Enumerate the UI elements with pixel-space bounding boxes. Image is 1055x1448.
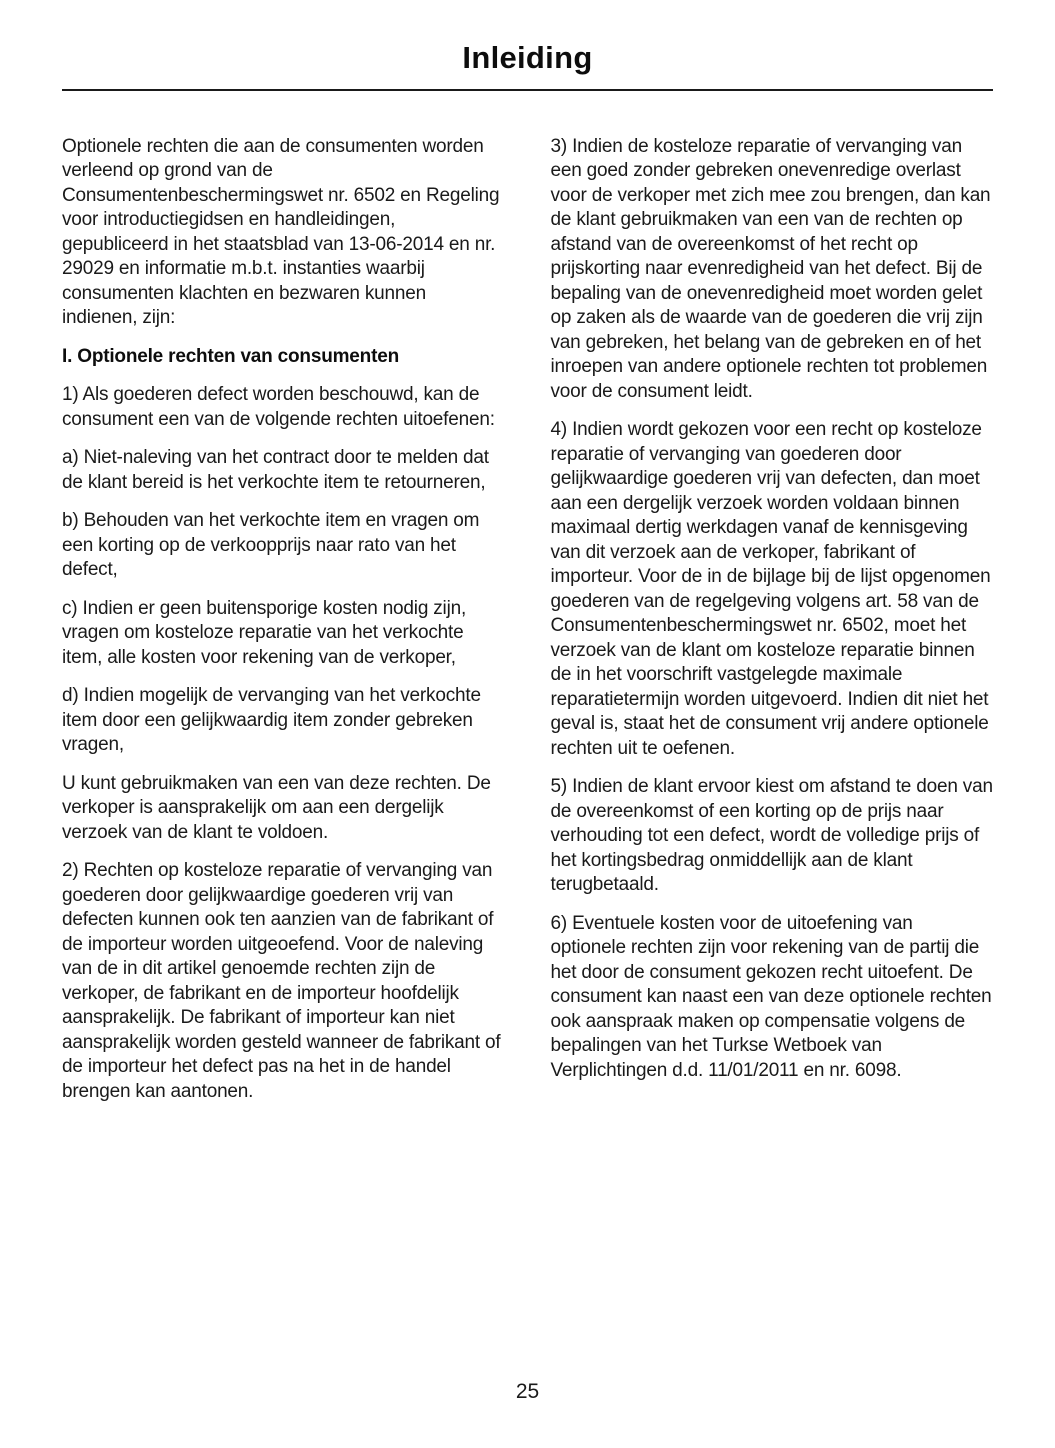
paragraph-item-3: 3) Indien de kosteloze reparatie of vervanging van een goed zonder gebreken onevenredige overlast voor de verkoper met zich mee zou brengen, dan kan de klant gebruikmaken van een van de rechten op afstand van de overeenkomst of het recht op prijskorting naar evenredigheid van het defect. Bij de bepaling van de onevenredigheid moet worden gelet op zaken als de waarde van de goederen die vrij zijn van gebreken, het belang van de gebreken en of het inroepen van andere optionele rechten tot problemen voor de consument leidt. xyxy=(550,135,991,402)
paragraph-item-4: 4) Indien wordt gekozen voor een recht op kosteloze reparatie of vervanging van goederen door gelijkwaardige goederen vrij van defecten, dan moet aan een dergelijk verzoek worden voldaan binnen maximaal dertig werkdagen vanaf de kennisgeving van dit verzoek aan de verkoper, fabrikant of importeur. Voor de in de bijlage bij de lijst opgenomen goederen van de regelgeving volgens art. 58 van de Consumentenbeschermingswet nr. 6502, moet het verzoek van de klant om kosteloze reparatie binnen de in het voorschrift vastgelegde maximale reparatietermijn worden uitgevoerd. Indien dit niet het geval is, staat het de consument vrij andere optionele rechten uit te oefenen. xyxy=(550,419,991,759)
paragraph-item-6: 6) Eventuele kosten voor de uitoefening van optionele rechten zijn voor rekening van de partij die het door de consument gekozen recht uitoefent. De consument kan naast een van deze optionele rechten ook aanspraak maken op compensatie volgens de bepalingen van het Turkse Wetboek van Verplichtingen d.d. 11/01/2011 en nr. 6098. xyxy=(550,912,992,1081)
section-heading: I. Optionele rechten van consumenten xyxy=(62,345,399,367)
paragraph-item-a: a) Niet-naleving van het contract door te melden dat de klant bereid is het verkochte item te retourneren, xyxy=(62,447,489,493)
page-footer xyxy=(62,1380,993,1448)
page-number: 25 xyxy=(515,1380,540,1403)
paragraph-item-1: 1) Als goederen defect worden beschouwd, kan de consument een van de volgende rechten uitoefenen: xyxy=(62,384,495,430)
content-columns xyxy=(62,91,993,1380)
paragraph-item-2: 2) Rechten op kosteloze reparatie of vervanging van goederen door gelijkwaardige goederen vrij van defecten kunnen ook ten aanzien van de fabrikant of de importeur worden uitgeoefend. Voor de naleving van de in dit artikel genoemde rechten zijn de verkoper, de fabrikant en de importeur hoofdelijk aansprakelijk. De fabrikant of importeur kan niet aansprakelijk worden gesteld wanneer de fabrikant of de importeur het defect pas na het in de handel brengen kan aantonen. xyxy=(62,860,501,1102)
right-column xyxy=(551,135,994,1380)
left-column xyxy=(62,135,505,1380)
paragraph-item-c: c) Indien er geen buitensporige kosten nodig zijn, vragen om kosteloze reparatie van het verkochte item, alle kosten voor rekening van de verkoper, xyxy=(62,597,467,668)
paragraph-item-5: 5) Indien de klant ervoor kiest om afstand te doen van de overeenkomst of een korting op de prijs naar verhouding tot een defect, wordt de volledige prijs of het kortingsbedrag onmiddellijk aan de klant terugbetaald. xyxy=(550,776,993,896)
paragraph-item-d: d) Indien mogelijk de vervanging van het verkochte item door een gelijkwaardig item zonder gebreken vragen, xyxy=(62,685,481,756)
paragraph-rights-note: U kunt gebruikmaken van een van deze rechten. De verkoper is aansprakelijk om aan een dergelijk verzoek van de klant te voldoen. xyxy=(62,772,491,843)
page-title: Inleiding xyxy=(462,40,593,75)
page-header xyxy=(62,40,993,91)
paragraph-item-b: b) Behouden van het verkochte item en vragen om een korting op de verkoopprijs naar rato van het defect, xyxy=(62,510,480,581)
intro-paragraph: Optionele rechten die aan de consumenten worden verleend op grond van de Consumentenbeschermingswet nr. 6502 en Regeling voor introductiegidsen en handleidingen, gepubliceerd in het staatsblad van 13-06-2014 en nr. 29029 en informatie m.b.t. instanties waarbij consumenten klachten en bezwaren kunnen indienen, zijn: xyxy=(62,135,500,329)
